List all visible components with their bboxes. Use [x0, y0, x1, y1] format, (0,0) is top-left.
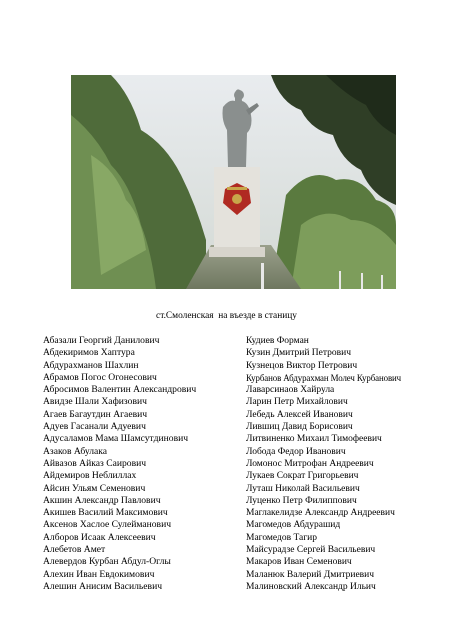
- list-item: Малиновский Александр Ильич: [246, 581, 376, 592]
- list-item: Акшин Александр Павлович: [43, 494, 161, 506]
- photo-caption: ст.Смоленская на въезде в станицу: [156, 311, 297, 321]
- list-item: Лобода Федор Иванович: [246, 446, 346, 457]
- list-item: Абросимов Валентин Александрович: [43, 384, 197, 396]
- list-item: Алешин Анисим Васильевич: [43, 580, 163, 592]
- list-item: Кузнецов Виктор Петрович: [246, 360, 358, 371]
- list-item: Магомедов Тагир: [246, 532, 317, 543]
- list-item: Маланюк Валерий Дмитриевич: [246, 569, 375, 580]
- list-item: Лаварсинаов Хайрула: [246, 385, 335, 396]
- list-item: Лукаев Сократ Григорьевич: [246, 471, 359, 482]
- list-item: Азаков Абулака: [43, 445, 108, 457]
- list-item: Курбанов Абдурахман Молеч Курбанович: [246, 372, 402, 383]
- list-item: Луташ Николай Васильевич: [246, 483, 360, 494]
- list-item: Кузин Дмитрий Петрович: [246, 348, 351, 359]
- list-item: Алевердов Курбан Абдул-Оглы: [43, 556, 171, 568]
- names-list-left: [43, 335, 243, 593]
- list-item: Алебетов Амет: [43, 544, 106, 556]
- list-item: Аксенов Хаслое Сулейманович: [43, 519, 172, 531]
- list-item: Лившиц Давид Борисович: [246, 422, 353, 433]
- list-item: Абазали Георгий Данилович: [43, 335, 160, 346]
- list-item: Айдемиров Неблиллах: [43, 470, 137, 482]
- list-item: Макаров Иван Семенович: [246, 557, 352, 568]
- memorial-photo-image: [71, 75, 396, 289]
- list-item: Майсурадзе Сергей Васильевич: [246, 545, 376, 556]
- list-item: Магомедов Абдурашид: [246, 520, 341, 531]
- memorial-photo: [71, 75, 396, 289]
- list-item: Абдурахманов Шахлин: [43, 359, 139, 371]
- list-item: Адусаламов Мама Шамсутдинович: [43, 433, 189, 445]
- list-item: Ломонос Митрофан Андреевич: [246, 458, 374, 469]
- list-item: Айвазов Айказ Саирович: [43, 457, 147, 469]
- list-item: Литвиненко Михаил Тимофеевич: [246, 434, 382, 445]
- list-item: Адуев Гасанали Адуевич: [43, 421, 146, 433]
- list-item: Маглакелидзе Александр Андреевич: [246, 508, 395, 519]
- list-item: Алборов Исаак Алексеевич: [43, 531, 156, 543]
- list-item: Авидзе Шали Хафизович: [43, 396, 147, 408]
- list-item: Акишев Василий Максимович: [43, 507, 168, 519]
- list-item: Агаев Багаутдин Агаевич: [43, 408, 148, 420]
- list-item: Алехин Иван Евдокимович: [43, 568, 155, 580]
- list-item: Абдекиримов Хаптура: [43, 347, 135, 359]
- list-item: Кудиев Форман: [246, 336, 309, 346]
- list-item: Луценко Петр Филиппович: [246, 495, 357, 506]
- names-list-right: [246, 335, 451, 593]
- list-item: Лебедь Алексей Иванович: [246, 409, 353, 420]
- list-item: Абрамов Погос Огонесович: [43, 371, 157, 383]
- list-item: Айсин Ульям Семенович: [43, 482, 146, 494]
- list-item: Ларин Петр Михайлович: [246, 397, 348, 408]
